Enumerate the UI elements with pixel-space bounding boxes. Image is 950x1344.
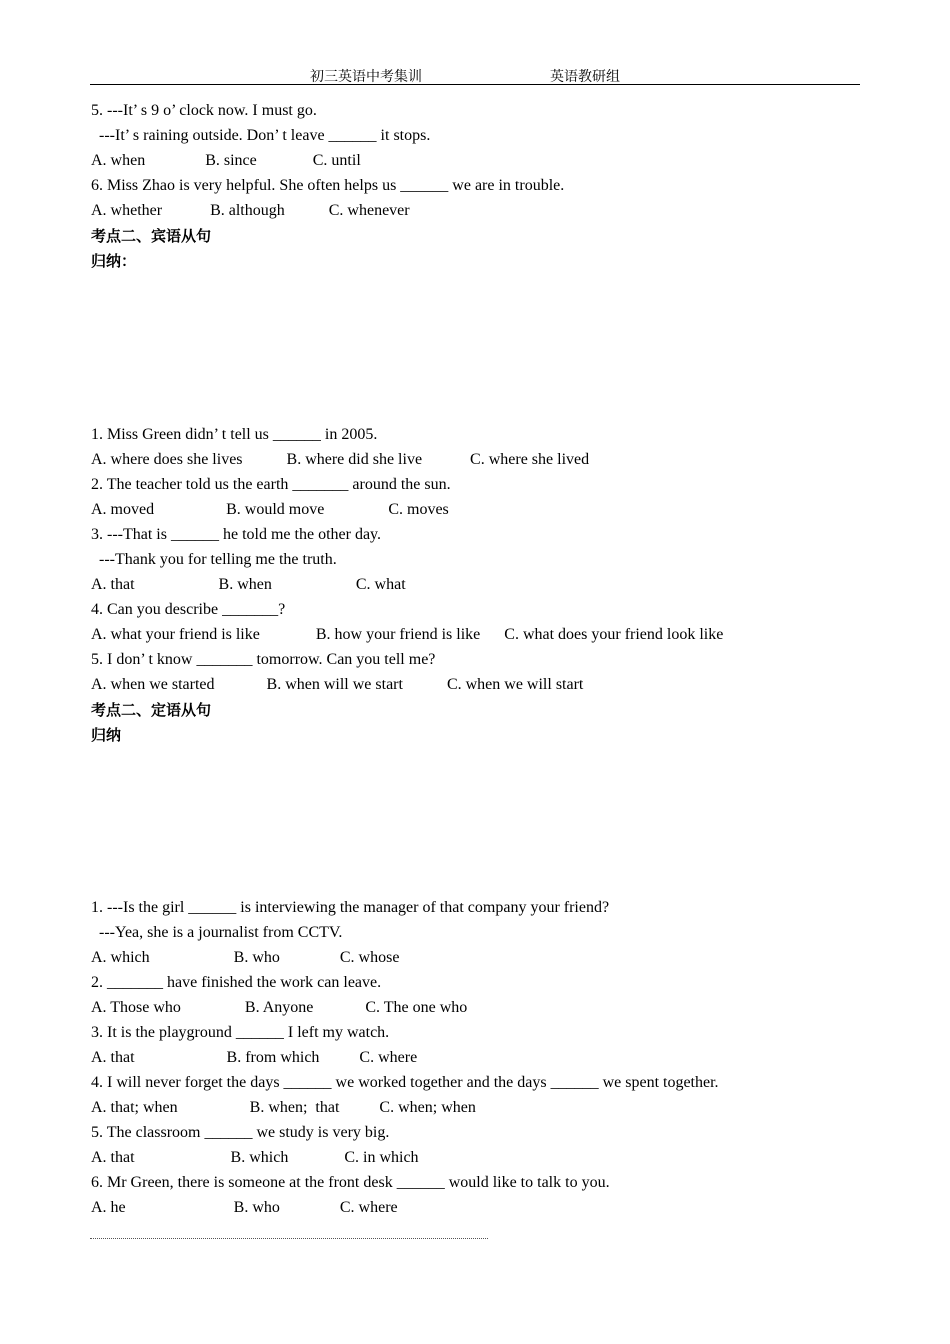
text-line: A. he B. who C. where (91, 1199, 398, 1216)
header-group: 英语教研组 (550, 70, 620, 85)
section-heading: 考点二、定语从句 (91, 701, 212, 719)
text-line: 5. The classroom ______ we study is very big. (91, 1124, 390, 1141)
text-line: A. that B. which C. in which (91, 1149, 419, 1166)
text-line: 6. Miss Zhao is very helpful. She often helps us ______ we are in trouble. (91, 177, 565, 194)
text-line: 2. _______ have finished the work can leave. (91, 974, 382, 991)
text-line: A. whether B. although C. whenever (91, 202, 410, 219)
text-line: 1. ---Is the girl ______ is interviewing the manager of that company your friend? (91, 899, 610, 916)
summary-label: 归纳 (91, 726, 122, 744)
text-line: ---Thank you for telling me the truth. (91, 551, 337, 568)
text-line: 4. Can you describe _______? (91, 601, 286, 618)
text-line: A. which B. who C. whose (91, 949, 400, 966)
text-line: A. where does she lives B. where did she live C. where she lived (91, 451, 590, 468)
summary-label: 归纳： (91, 252, 137, 270)
text-line: 2. The teacher told us the earth _______ around the sun. (91, 476, 451, 493)
text-line: 5. ---It’ s 9 o’ clock now. I must go. (91, 102, 317, 119)
text-line: A. when B. since C. until (91, 152, 361, 169)
text-line: ---It’ s raining outside. Don’ t leave ______ it stops. (91, 127, 431, 144)
text-line: A. that B. when C. what (91, 576, 406, 593)
page-header (90, 64, 860, 85)
footer-divider (90, 1238, 488, 1239)
text-line: A. that; when B. when; that C. when; when (91, 1099, 476, 1116)
text-line: A. moved B. would move C. moves (91, 501, 449, 518)
text-line: 3. ---That is ______ he told me the other day. (91, 526, 381, 543)
text-line: 5. I don’ t know _______ tomorrow. Can you tell me? (91, 651, 436, 668)
text-line: A. Those who B. Anyone C. The one who (91, 999, 468, 1016)
text-line: 3. It is the playground ______ I left my watch. (91, 1024, 390, 1041)
text-line: 1. Miss Green didn’ t tell us ______ in 2005. (91, 426, 378, 443)
text-line: A. what your friend is like B. how your friend is like C. what does your friend look like (91, 626, 724, 643)
text-line: A. that B. from which C. where (91, 1049, 418, 1066)
text-line: A. when we started B. when will we start C. when we will start (91, 676, 584, 693)
text-line: ---Yea, she is a journalist from CCTV. (91, 924, 343, 941)
section-heading: 考点二、宾语从句 (91, 227, 212, 245)
header-title: 初三英语中考集训 (310, 70, 422, 85)
text-line: 6. Mr Green, there is someone at the front desk ______ would like to talk to you. (91, 1174, 610, 1191)
text-line: 4. I will never forget the days ______ we worked together and the days ______ we spent together. (91, 1074, 719, 1091)
